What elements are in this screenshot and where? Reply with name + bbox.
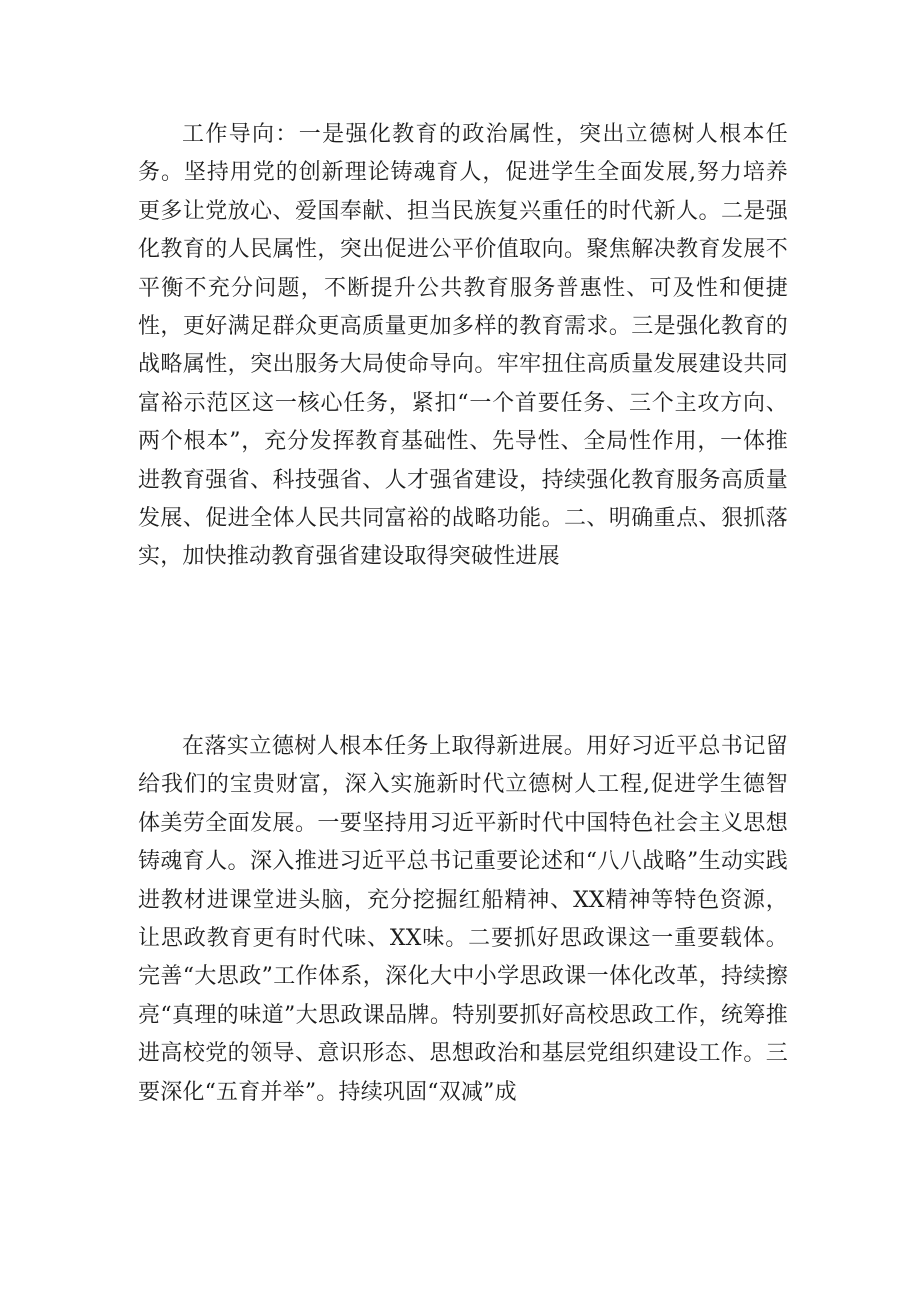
paragraph-work-orientation: 工作导向：一是强化教育的政治属性，突出立德树人根本任务。坚持用党的创新理论铸魂育人，促进学生全面发展,努力培养更多让党放心、爱国奉献、担当民族复兴重任的时代新人。二是强化教育的人民属性，突出促进公平价值取向。聚焦解决教育发展不平衡不充分问题，不断提升公共教育服务普惠性、可及性和便捷性，更好满足群众更高质量更加多样的教育需求。三是强化教育的战略属性，突出服务大局使命导向。牢牢扭住高质量发展建设共同富裕示范区这一核心任务，紧扣“一个首要任务、三个主攻方向、两个根本”，充分发挥教育基础性、先导性、全局性作用，一体推进教育强省、科技强省、人才强省建设，持续强化教育服务高质量发展、促进全体人民共同富裕的战略功能。二、明确重点、狠抓落实，加快推动教育强省建设取得突破性进展 [138, 122, 788, 570]
paragraph-moral-education-progress: 在落实立德树人根本任务上取得新进展。用好习近平总书记留给我们的宝贵财富，深入实施新时代立德树人工程,促进学生德智体美劳全面发展。一要坚持用习近平新时代中国特色社会主义思想铸魂育人。深入推进习近平总书记重要论述和“八八战略”生动实践进教材进课堂进头脑，充分挖掘红船精神、XX精神等特色资源，让思政教育更有时代味、XX味。二要抓好思政课这一重要载体。完善“大思政”工作体系，深化大中小学思政课一体化改革，持续擦亮“真理的味道”大思政课品牌。特别要抓好高校思政工作，统筹推进高校党的领导、意识形态、思想政治和基层党组织建设工作。三要深化“五育并举”。持续巩固“双减”成 [138, 734, 788, 1105]
